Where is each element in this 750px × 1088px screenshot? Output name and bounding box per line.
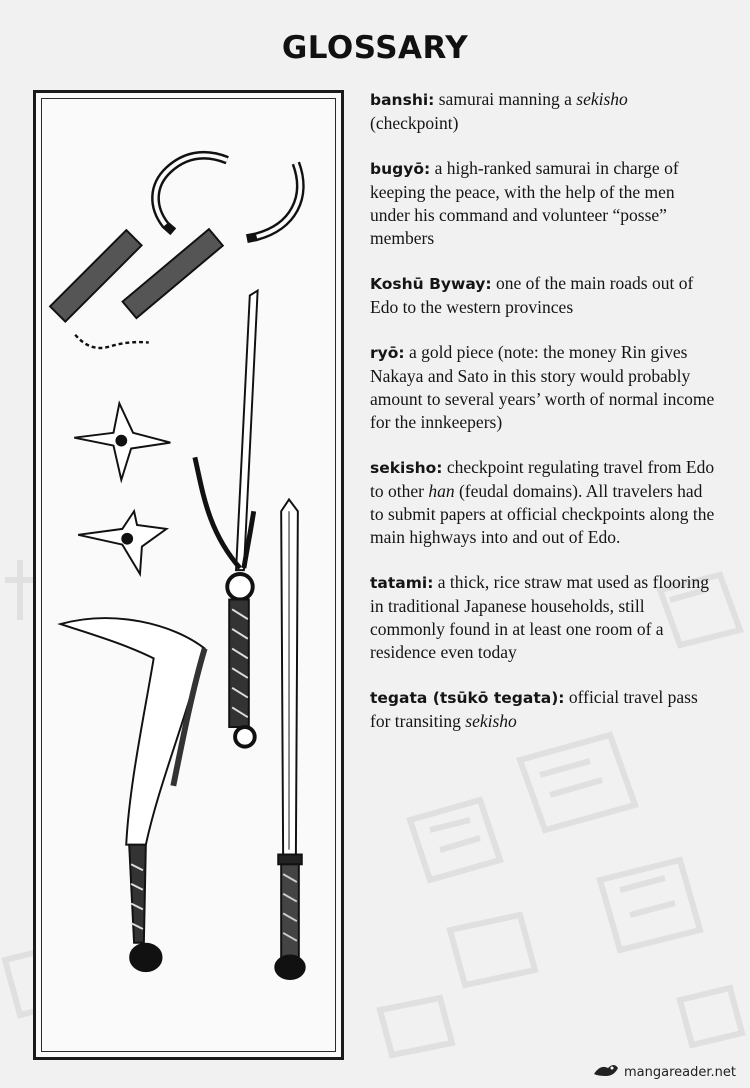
watermark xyxy=(592,1062,736,1082)
glossary-entry xyxy=(370,456,715,549)
glossary-term: sekisho: xyxy=(370,459,443,477)
glossary-term: banshi: xyxy=(370,91,435,109)
glossary-list xyxy=(370,88,715,755)
glossary-definition: a high-ranked samurai in charge of keeping the peace, with the help of the men under his command and volunteer “posse” members xyxy=(370,158,679,248)
glossary-entry xyxy=(370,341,715,434)
glossary-term: ryō: xyxy=(370,344,405,362)
glossary-definition: (checkpoint) xyxy=(370,113,459,133)
glossary-definition: (feudal domains). All travelers had to submit papers at official checkpoints along the main highways into and out of Edo. xyxy=(370,481,715,547)
weapons-illustration xyxy=(36,93,341,1057)
glossary-italic-term: sekisho xyxy=(576,89,628,109)
watermark-text: mangareader.net xyxy=(624,1064,736,1080)
glossary-italic-term: han xyxy=(428,481,455,501)
page-title: GLOSSARY xyxy=(281,30,469,66)
glossary-definition: checkpoint regulating travel from Edo to other xyxy=(370,457,715,501)
kama-blade-icon xyxy=(61,618,205,971)
glossary-italic-term: sekisho xyxy=(465,711,517,731)
illustration-frame xyxy=(33,90,344,1060)
glossary-term: Koshū Byway: xyxy=(370,275,492,293)
glossary-definition: samurai manning a xyxy=(434,89,577,109)
mascot-icon xyxy=(592,1062,620,1082)
glossary-entry xyxy=(370,571,715,664)
glossary-entry xyxy=(370,272,715,319)
glossary-entry xyxy=(370,157,715,250)
glossary-entry xyxy=(370,88,715,135)
shuriken-icon xyxy=(74,403,170,574)
glossary-term: tegata (tsūkō tegata): xyxy=(370,689,565,707)
sword-icon xyxy=(275,499,304,979)
glossary-term: bugyō: xyxy=(370,160,431,178)
glossary-definition: a thick, rice straw mat used as flooring in traditional Japanese households, still commonly found in at least one room of a residence even today xyxy=(370,572,709,662)
glossary-term: tatami: xyxy=(370,574,434,592)
glossary-definition: one of the main roads out of Edo to the western provinces xyxy=(370,273,694,317)
glossary-entry xyxy=(370,686,715,733)
glossary-definition: official travel pass for transiting xyxy=(370,687,698,731)
glossary-definition: a gold piece (note: the money Rin gives Nakaya and Sato in this story would probably amount to several years’ worth of normal income for the innkeepers) xyxy=(370,342,715,432)
kusarigama-icon xyxy=(50,155,300,348)
sai-icon xyxy=(195,291,258,747)
